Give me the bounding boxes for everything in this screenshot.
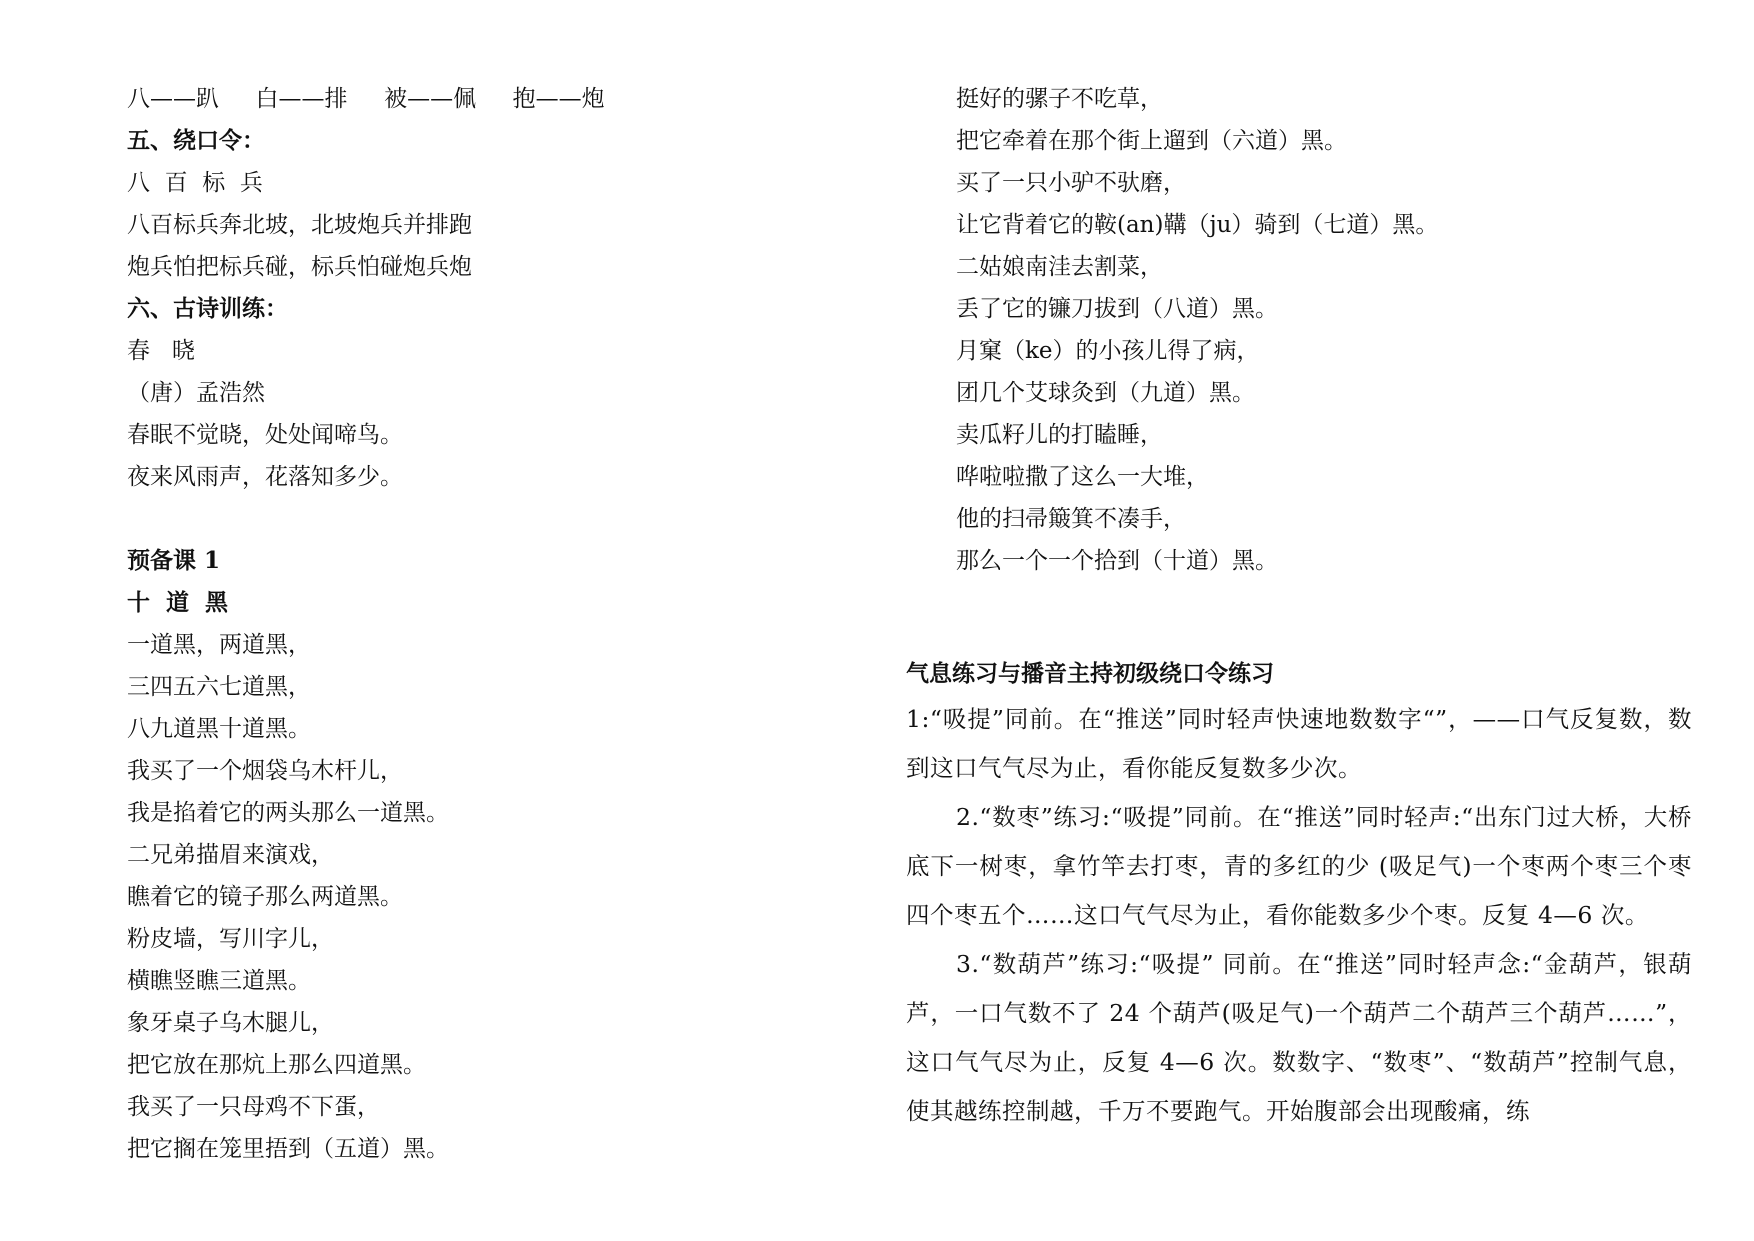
blank-line xyxy=(127,498,787,540)
text-line: 把它牵着在那个街上遛到（六道）黑。 xyxy=(956,128,1347,154)
text-line: 八九道黑十道黑。 xyxy=(127,716,311,742)
text-line: 把它放在那炕上那么四道黑。 xyxy=(127,1052,426,1078)
text-line: （唐）孟浩然 xyxy=(127,380,265,406)
text-line: 月窠（ke）的小孩儿得了病， xyxy=(956,338,1260,364)
text-line: 让它背着它的鞍(an)鞲（ju）骑到（七道）黑。 xyxy=(956,212,1439,238)
heading-line: 十 道 黑 xyxy=(127,589,229,616)
text-line: 买了一只小驴不驮磨， xyxy=(956,170,1186,196)
left-column xyxy=(127,78,787,1170)
text-line: 炮兵怕把标兵碰，标兵怕碰炮兵炮 xyxy=(127,254,472,280)
text-line: 夜来风雨声，花落知多少。 xyxy=(127,464,403,490)
text-line: 我是掐着它的两头那么一道黑。 xyxy=(127,800,449,826)
text-line: 八——趴 白——排 被——佩 抱——炮 xyxy=(127,86,605,112)
text-line: 丢了它的镰刀拔到（八道）黑。 xyxy=(956,296,1278,322)
text-line: 八百标兵奔北坡，北坡炮兵并排跑 xyxy=(127,212,472,238)
text-line: 横瞧竖瞧三道黑。 xyxy=(127,968,311,994)
paragraph: 3.“数葫芦”练习:“吸提” 同前。在“推送”同时轻声念:“金葫芦，银葫芦，一口气数不了 24 个葫芦(吸足气)一个葫芦二个葫芦三个葫芦……”，这口气气尽为止，反复 4—6 次。数数字、“数枣”、“数葫芦”控制气息，使其越练控制越，千万不要跑气。开始腹部会出现酸痛，练 xyxy=(906,950,1692,1125)
section-title: 气息练习与播音主持初级绕口令练习 xyxy=(906,660,1274,687)
text-line: 那么一个一个拾到（十道）黑。 xyxy=(956,548,1278,574)
heading-line: 五、绕口令： xyxy=(127,127,265,154)
text-line: 他的扫帚簸箕不凑手， xyxy=(956,506,1186,532)
text-line: 一道黑，两道黑， xyxy=(127,632,311,658)
heading-line: 六、古诗训练： xyxy=(127,295,288,322)
text-line: 瞧着它的镜子那么两道黑。 xyxy=(127,884,403,910)
text-line: 八 百 标 兵 xyxy=(127,170,263,196)
text-line: 春眠不觉晓，处处闻啼鸟。 xyxy=(127,422,403,448)
text-line: 象牙桌子乌木腿儿， xyxy=(127,1010,334,1036)
text-line: 三四五六七道黑， xyxy=(127,674,311,700)
right-column-bottom xyxy=(906,653,1692,1136)
text-line: 春 晓 xyxy=(127,338,195,364)
text-line: 挺好的骡子不吃草， xyxy=(956,86,1163,112)
text-line: 二兄弟描眉来演戏， xyxy=(127,842,334,868)
paragraph: 1:“吸提”同前。在“推送”同时轻声快速地数数字“”，——口气反复数，数到这口气气尽为止，看你能反复数多少次。 xyxy=(906,705,1692,782)
text-line: 我买了一只母鸡不下蛋， xyxy=(127,1094,380,1120)
text-line: 哗啦啦撒了这么一大堆， xyxy=(956,464,1209,490)
text-line: 团几个艾球灸到（九道）黑。 xyxy=(956,380,1255,406)
heading-line: 预备课 1 xyxy=(127,547,221,574)
paragraph-group xyxy=(906,695,1692,1136)
text-line: 卖瓜籽儿的打瞌睡， xyxy=(956,422,1163,448)
text-line: 二姑娘南洼去割菜， xyxy=(956,254,1163,280)
text-line: 把它搁在笼里捂到（五道）黑。 xyxy=(127,1136,449,1162)
right-column-top xyxy=(956,78,1696,582)
text-line: 粉皮墙，写川字儿， xyxy=(127,926,334,952)
text-line: 我买了一个烟袋乌木杆儿， xyxy=(127,758,403,784)
paragraph: 2.“数枣”练习:“吸提”同前。在“推送”同时轻声:“出东门过大桥，大桥底下一树枣，拿竹竿去打枣，青的多红的少 (吸足气)一个枣两个枣三个枣四个枣五个……这口气气尽为止，看你能数多少个枣。反复 4—6 次。 xyxy=(906,803,1692,929)
